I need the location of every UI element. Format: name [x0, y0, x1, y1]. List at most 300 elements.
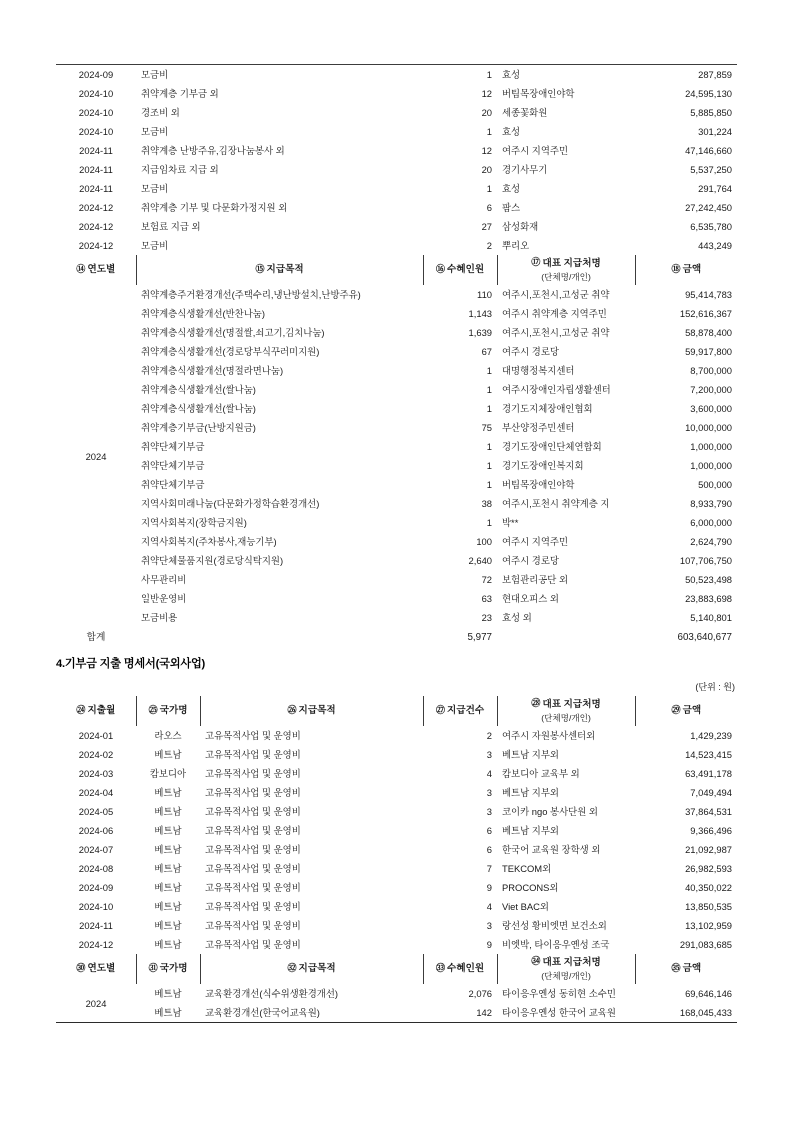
cell-payee: 팜스 [502, 202, 521, 213]
table-row [56, 418, 737, 437]
cell-purpose: 취약계층기부금(난방지원금) [141, 422, 256, 433]
header-country-label: 국가명 [159, 963, 188, 974]
cell-amount: 26,982,593 [685, 863, 732, 874]
cell-count: 12 [481, 145, 492, 156]
header-purpose-label: 지급목적 [266, 264, 304, 275]
cell-purpose: 취약계층식생활개선(반찬나눔) [141, 308, 265, 319]
circled-number-icon: ㉞ [531, 956, 541, 967]
cell-count: 2,076 [468, 988, 492, 999]
header-beneficiaries-label: 수혜인원 [447, 264, 485, 275]
cell-amount: 95,414,783 [685, 289, 732, 300]
cell-payee: 대명행정복지센터 [502, 365, 575, 376]
cell-purpose: 고유목적사업 및 운영비 [205, 806, 301, 817]
header-month-label: 지출월 [87, 705, 116, 716]
cell-country: 베트남 [154, 806, 182, 817]
table-row [56, 475, 737, 494]
cell-count: 1 [486, 183, 492, 194]
table-row [56, 84, 737, 103]
cell-month: 2024-09 [78, 882, 114, 893]
cell-count: 1 [486, 460, 492, 471]
header-country [136, 954, 200, 984]
cell-amount: 14,523,415 [685, 749, 732, 760]
cell-count: 6 [486, 844, 492, 855]
cell-amount: 152,616,367 [679, 308, 732, 319]
cell-amount: 443,249 [698, 240, 732, 251]
cell-count: 3 [486, 806, 492, 817]
cell-month: 2024-11 [79, 164, 113, 175]
cell-amount: 5,537,250 [690, 164, 732, 175]
cell-purpose: 경조비 외 [141, 107, 180, 118]
cell-purpose: 고유목적사업 및 운영비 [205, 730, 301, 741]
cell-amount: 6,000,000 [690, 517, 732, 528]
cell-count: 67 [481, 346, 492, 357]
table-row [56, 217, 737, 236]
cell-count: 6 [486, 202, 492, 213]
total-amount: 603,640,677 [677, 632, 732, 643]
table-row [56, 1003, 737, 1022]
header-year [56, 954, 136, 984]
circled-number-icon: ㉔ [76, 704, 86, 715]
cell-count: 72 [481, 574, 492, 585]
unit-note: (단위 : 원) [695, 682, 735, 692]
table-row [56, 236, 737, 255]
cell-country: 라오스 [154, 730, 182, 741]
cell-amount: 7,200,000 [690, 384, 732, 395]
cell-payee: 한국어 교육원 장학생 외 [502, 844, 601, 855]
cell-payee: 여주시장애인자립생활센터 [502, 384, 611, 395]
header-payee [497, 255, 635, 285]
header-beneficiaries [423, 255, 497, 285]
header-count-label: 지급건수 [447, 705, 485, 716]
cell-count: 2 [486, 240, 492, 251]
table-row [56, 103, 737, 122]
cell-amount: 1,000,000 [690, 460, 732, 471]
cell-payee: 여주시,포천시,고성군 취약 [502, 289, 610, 300]
table-row [56, 916, 737, 935]
cell-payee: 경기도장애인단체연합회 [502, 441, 602, 452]
cell-month: 2024-05 [78, 806, 114, 817]
cell-payee: 베트남 지부외 [502, 825, 559, 836]
header-amount [635, 696, 737, 726]
cell-payee: 삼성화재 [502, 221, 539, 232]
table-row [56, 984, 737, 1003]
cell-count: 1 [486, 479, 492, 490]
cell-month: 2024-11 [79, 920, 113, 931]
table-row [56, 513, 737, 532]
circled-number-icon: ⑰ [531, 257, 541, 268]
header-year-label: 연도별 [87, 963, 116, 974]
cell-month: 2024-09 [56, 65, 136, 85]
cell-count: 1 [423, 65, 497, 85]
cell-count: 6 [486, 825, 492, 836]
cell-amount: 10,000,000 [685, 422, 732, 433]
circled-number-icon: ㉙ [671, 704, 681, 715]
cell-purpose: 고유목적사업 및 운영비 [205, 863, 301, 874]
cell-purpose: 지역사회복지(장학금지원) [141, 517, 247, 528]
cell-payee: 여주시 경로당 [502, 555, 559, 566]
circled-number-icon: ⑭ [76, 263, 86, 274]
table-row [56, 608, 737, 627]
cell-country: 베트남 [154, 1007, 182, 1018]
cell-amount: 287,859 [635, 65, 737, 85]
cell-count: 2,640 [468, 555, 492, 566]
cell-payee: 효성 [502, 126, 521, 137]
cell-amount: 500,000 [698, 479, 732, 490]
cell-purpose: 지역사회미래나눔(다문화가정학습환경개선) [141, 498, 320, 509]
cell-count: 2 [486, 730, 492, 741]
cell-month: 2024-12 [78, 240, 114, 251]
cell-amount: 168,045,433 [679, 1007, 732, 1018]
cell-count: 7 [486, 863, 492, 874]
circled-number-icon: ㉕ [148, 704, 158, 715]
cell-amount: 9,366,496 [690, 825, 732, 836]
cell-amount: 301,224 [698, 126, 732, 137]
cell-count: 1 [486, 441, 492, 452]
table-row [56, 821, 737, 840]
cell-purpose: 모금비 [141, 126, 169, 137]
cell-purpose: 모금비 [141, 240, 169, 251]
cell-payee: 베트남 지부외 [502, 787, 559, 798]
header-amount [635, 255, 737, 285]
cell-purpose: 고유목적사업 및 운영비 [205, 939, 301, 950]
cell-count: 100 [476, 536, 492, 547]
cell-amount: 50,523,498 [685, 574, 732, 585]
document-sheet [56, 64, 737, 1023]
cell-amount: 47,146,660 [685, 145, 732, 156]
cell-month: 2024-12 [78, 221, 114, 232]
cell-count: 20 [481, 107, 492, 118]
cell-count: 12 [481, 88, 492, 99]
header-amount-label: 금액 [682, 963, 702, 974]
total-count: 5,977 [467, 632, 492, 643]
header-payee-sublabel: (단체명/개인) [541, 271, 591, 282]
cell-amount: 13,850,535 [685, 901, 732, 912]
cell-purpose: 취약계층식생활개선(명절라면나눔) [141, 365, 284, 376]
cell-amount: 40,350,022 [685, 882, 732, 893]
header-country [136, 696, 200, 726]
cell-purpose: 취약계층 난방주유,김장나눔봉사 외 [141, 145, 285, 156]
cell-count: 110 [477, 289, 492, 300]
domestic-detail-table [56, 64, 737, 255]
cell-purpose: 고유목적사업 및 운영비 [205, 920, 301, 931]
cell-payee: 경기도지체장애인협회 [502, 403, 593, 414]
circled-number-icon: ㉗ [435, 704, 446, 715]
overseas-yearly-body [56, 954, 737, 1022]
cell-payee: 여주시 지역주민 [502, 145, 568, 156]
header-purpose [200, 954, 423, 984]
cell-purpose: 모금비 [136, 65, 423, 85]
cell-count: 3 [486, 787, 492, 798]
header-payee-sublabel: (단체명/개인) [541, 970, 591, 981]
cell-purpose: 취약계층식생활개선(쌀나눔) [141, 384, 256, 395]
cell-year: 2024 [85, 997, 107, 1009]
cell-count: 23 [481, 612, 492, 623]
cell-country: 베트남 [154, 844, 182, 855]
table-row [56, 65, 737, 85]
cell-month: 2024-06 [78, 825, 114, 836]
cell-month: 2024-04 [78, 787, 114, 798]
table-row [56, 745, 737, 764]
table-row [56, 494, 737, 513]
table-row [56, 783, 737, 802]
header-beneficiaries-label: 수혜인원 [447, 963, 485, 974]
cell-amount: 2,624,790 [690, 536, 732, 547]
total-row [56, 627, 737, 648]
cell-count: 1 [486, 403, 492, 414]
cell-amount: 58,878,400 [685, 327, 732, 338]
cell-country: 베트남 [154, 863, 182, 874]
table-row [56, 342, 737, 361]
table-row [56, 285, 737, 304]
cell-country: 베트남 [154, 825, 182, 836]
header-month [56, 696, 136, 726]
cell-amount: 23,883,698 [685, 593, 732, 604]
cell-amount: 5,885,850 [690, 107, 732, 118]
header-beneficiaries [423, 954, 497, 984]
cell-country: 베트남 [154, 920, 182, 931]
table-row [56, 179, 737, 198]
header-payee [497, 696, 635, 726]
header-amount [635, 954, 737, 984]
table-row [56, 935, 737, 954]
table-header-row [56, 255, 737, 285]
header-payee [497, 954, 635, 984]
section-4-title: 4.기부금 지출 명세서(국외사업) [56, 658, 206, 670]
header-payee-label: 대표 지급처명 [542, 257, 601, 269]
cell-purpose: 취약계층 기부금 외 [141, 88, 219, 99]
cell-year: 2024 [85, 450, 107, 462]
cell-payee: Viet BAC외 [502, 901, 549, 912]
domestic-yearly-body [56, 255, 737, 648]
cell-payee: 효성 [502, 183, 521, 194]
cell-purpose: 취약단체물품지원(경로당식탁지원) [141, 555, 284, 566]
cell-month: 2024-11 [79, 145, 113, 156]
cell-country: 베트남 [154, 749, 182, 760]
cell-payee: 타이응우옌성 동히현 소수민 [502, 988, 616, 999]
table-row [56, 122, 737, 141]
cell-count: 9 [486, 882, 492, 893]
cell-amount: 7,049,494 [690, 787, 732, 798]
circled-number-icon: ⑮ [255, 263, 265, 274]
cell-payee: 버팀목장애인야학 [502, 479, 575, 490]
cell-purpose: 보험료 지급 외 [141, 221, 201, 232]
table-row [56, 726, 737, 745]
table-row [56, 859, 737, 878]
cell-payee: 효성 [497, 65, 635, 85]
table-row [56, 840, 737, 859]
cell-amount: 8,933,790 [690, 498, 732, 509]
header-payee-label: 대표 지급처명 [542, 698, 601, 710]
cell-purpose: 고유목적사업 및 운영비 [205, 787, 301, 798]
cell-country: 베트남 [154, 882, 182, 893]
table-row [56, 764, 737, 783]
cell-payee: TEKCOM외 [502, 863, 552, 874]
cell-purpose: 모금비 [141, 183, 169, 194]
cell-count: 63 [481, 593, 492, 604]
table-row [56, 437, 737, 456]
table-bottom-rule [56, 1022, 737, 1023]
table-row [56, 380, 737, 399]
cell-payee: 현대오피스 외 [502, 593, 559, 604]
circled-number-icon: ㉚ [76, 962, 86, 973]
cell-purpose: 고유목적사업 및 운영비 [205, 825, 301, 836]
header-payee-label: 대표 지급처명 [542, 956, 601, 968]
table-row [56, 897, 737, 916]
header-purpose [136, 255, 423, 285]
cell-purpose: 고유목적사업 및 운영비 [205, 901, 301, 912]
cell-month: 2024-10 [78, 126, 114, 137]
cell-count: 75 [481, 422, 492, 433]
table-row [56, 802, 737, 821]
cell-amount: 5,140,801 [690, 612, 732, 623]
cell-purpose: 모금비용 [141, 612, 178, 623]
cell-count: 1,143 [468, 308, 492, 319]
header-payee-sublabel: (단체명/개인) [541, 712, 591, 723]
table-header-row [56, 954, 737, 984]
cell-amount: 1,000,000 [690, 441, 732, 452]
table-row [56, 198, 737, 217]
cell-count: 4 [486, 768, 492, 779]
cell-purpose: 일반운영비 [141, 593, 187, 604]
total-label: 합계 [86, 632, 106, 643]
total-payee-blank [497, 627, 635, 648]
cell-purpose: 고유목적사업 및 운영비 [205, 844, 301, 855]
cell-month: 2024-08 [78, 863, 114, 874]
cell-payee: 랑선성 황비엣면 보건소외 [502, 920, 607, 931]
table-row [56, 160, 737, 179]
cell-amount: 59,917,800 [685, 346, 732, 357]
cell-purpose: 취약단체기부금 [141, 460, 205, 471]
cell-count: 38 [481, 498, 492, 509]
cell-count: 1 [486, 517, 492, 528]
table-header-row [56, 696, 737, 726]
cell-purpose: 지역사회복지(주차봉사,재능기부) [141, 536, 277, 547]
table-row [56, 304, 737, 323]
cell-month: 2024-12 [78, 939, 114, 950]
cell-payee: 버팀목장애인야학 [502, 88, 575, 99]
header-purpose-label: 지급목적 [298, 705, 336, 716]
cell-amount: 37,864,531 [685, 806, 732, 817]
circled-number-icon: ⑯ [435, 263, 446, 274]
circled-number-icon: ㉖ [287, 704, 297, 715]
overseas-detail-body [56, 696, 737, 954]
cell-month: 2024-01 [78, 730, 114, 741]
cell-payee: 경기사무기 [502, 164, 548, 175]
cell-country: 베트남 [154, 901, 182, 912]
cell-amount: 1,429,239 [690, 730, 732, 741]
table-row [56, 141, 737, 160]
cell-month: 2024-10 [78, 88, 114, 99]
cell-payee: 비엣박, 타이응우옌성 조국 [502, 939, 610, 950]
cell-count: 3 [486, 920, 492, 931]
cell-purpose: 지급임차료 지급 외 [141, 164, 219, 175]
total-purpose-blank [136, 627, 423, 648]
cell-country: 베트남 [154, 988, 182, 999]
cell-purpose: 취약계층식생활개선(경로당부식꾸러미지원) [141, 346, 320, 357]
cell-count: 4 [486, 901, 492, 912]
cell-purpose: 교육환경개선(한국어교육원) [205, 1007, 320, 1018]
cell-month: 2024-10 [78, 901, 114, 912]
cell-payee: 부산양정주민센터 [502, 422, 575, 433]
table-row [56, 570, 737, 589]
cell-amount: 6,535,780 [690, 221, 732, 232]
cell-country: 베트남 [154, 939, 182, 950]
cell-payee: 보험관리공단 외 [502, 574, 568, 585]
table-row [56, 589, 737, 608]
cell-payee: 여주시,포천시 취약계층 지 [502, 498, 610, 509]
cell-country: 캄보디아 [149, 768, 187, 779]
cell-purpose: 교육환경개선(식수위생환경개선) [205, 988, 339, 999]
domestic-yearly-table [56, 255, 737, 648]
cell-purpose: 고유목적사업 및 운영비 [205, 882, 301, 893]
cell-amount: 21,092,987 [685, 844, 732, 855]
cell-purpose: 취약계층 기부 및 다문화가정지원 외 [141, 202, 288, 213]
cell-count: 142 [476, 1007, 492, 1018]
circled-number-icon: ㉝ [435, 962, 446, 973]
cell-payee: 박** [502, 517, 519, 528]
cell-amount: 291,764 [698, 183, 732, 194]
header-year-label: 연도별 [87, 264, 116, 275]
cell-purpose: 취약단체기부금 [141, 441, 205, 452]
table-row [56, 323, 737, 342]
cell-payee: 여주시 경로당 [502, 346, 559, 357]
cell-count: 9 [486, 939, 492, 950]
cell-payee: 여주시,포천시,고성군 취약 [502, 327, 610, 338]
header-country-label: 국가명 [159, 705, 188, 716]
cell-amount: 13,102,959 [685, 920, 732, 931]
cell-count: 1,639 [468, 327, 492, 338]
cell-payee: PROCONS외 [502, 882, 559, 893]
cell-purpose: 취약단체기부금 [141, 479, 205, 490]
table-row [56, 532, 737, 551]
circled-number-icon: ⑱ [671, 263, 681, 274]
overseas-detail-table [56, 696, 737, 954]
cell-payee: 세종꽃화원 [502, 107, 548, 118]
table-row [56, 399, 737, 418]
cell-purpose: 사무관리비 [141, 574, 187, 585]
cell-month: 2024-02 [78, 749, 114, 760]
header-count [423, 696, 497, 726]
header-purpose [200, 696, 423, 726]
cell-count: 1 [486, 384, 492, 395]
cell-count: 27 [481, 221, 492, 232]
cell-month: 2024-12 [78, 202, 114, 213]
circled-number-icon: ㉛ [148, 962, 158, 973]
cell-payee: 효성 외 [502, 612, 532, 623]
cell-count: 20 [481, 164, 492, 175]
cell-purpose: 취약계층주거환경개선(주택수리,냉난방설치,난방주유) [141, 289, 361, 300]
cell-month: 2024-03 [78, 768, 114, 779]
cell-amount: 107,706,750 [679, 555, 732, 566]
cell-amount: 24,595,130 [685, 88, 732, 99]
cell-payee: 코이카 ngo 봉사단원 외 [502, 806, 598, 817]
header-purpose-label: 지급목적 [298, 963, 336, 974]
cell-payee: 여주시 지역주민 [502, 536, 568, 547]
cell-payee: 경기도장애인복지회 [502, 460, 584, 471]
table-row [56, 878, 737, 897]
circled-number-icon: ㉟ [671, 962, 681, 973]
header-year [56, 255, 136, 285]
cell-month: 2024-07 [78, 844, 114, 855]
cell-count: 1 [486, 126, 492, 137]
cell-purpose: 취약계층식생활개선(명절쌀,쇠고기,김치나눔) [141, 327, 325, 338]
table-row [56, 551, 737, 570]
cell-payee: 여주시 취약계층 지역주민 [502, 308, 607, 319]
circled-number-icon: ㉜ [287, 962, 297, 973]
cell-amount: 291,083,685 [679, 939, 732, 950]
cell-count: 1 [486, 365, 492, 376]
circled-number-icon: ㉘ [531, 698, 541, 709]
